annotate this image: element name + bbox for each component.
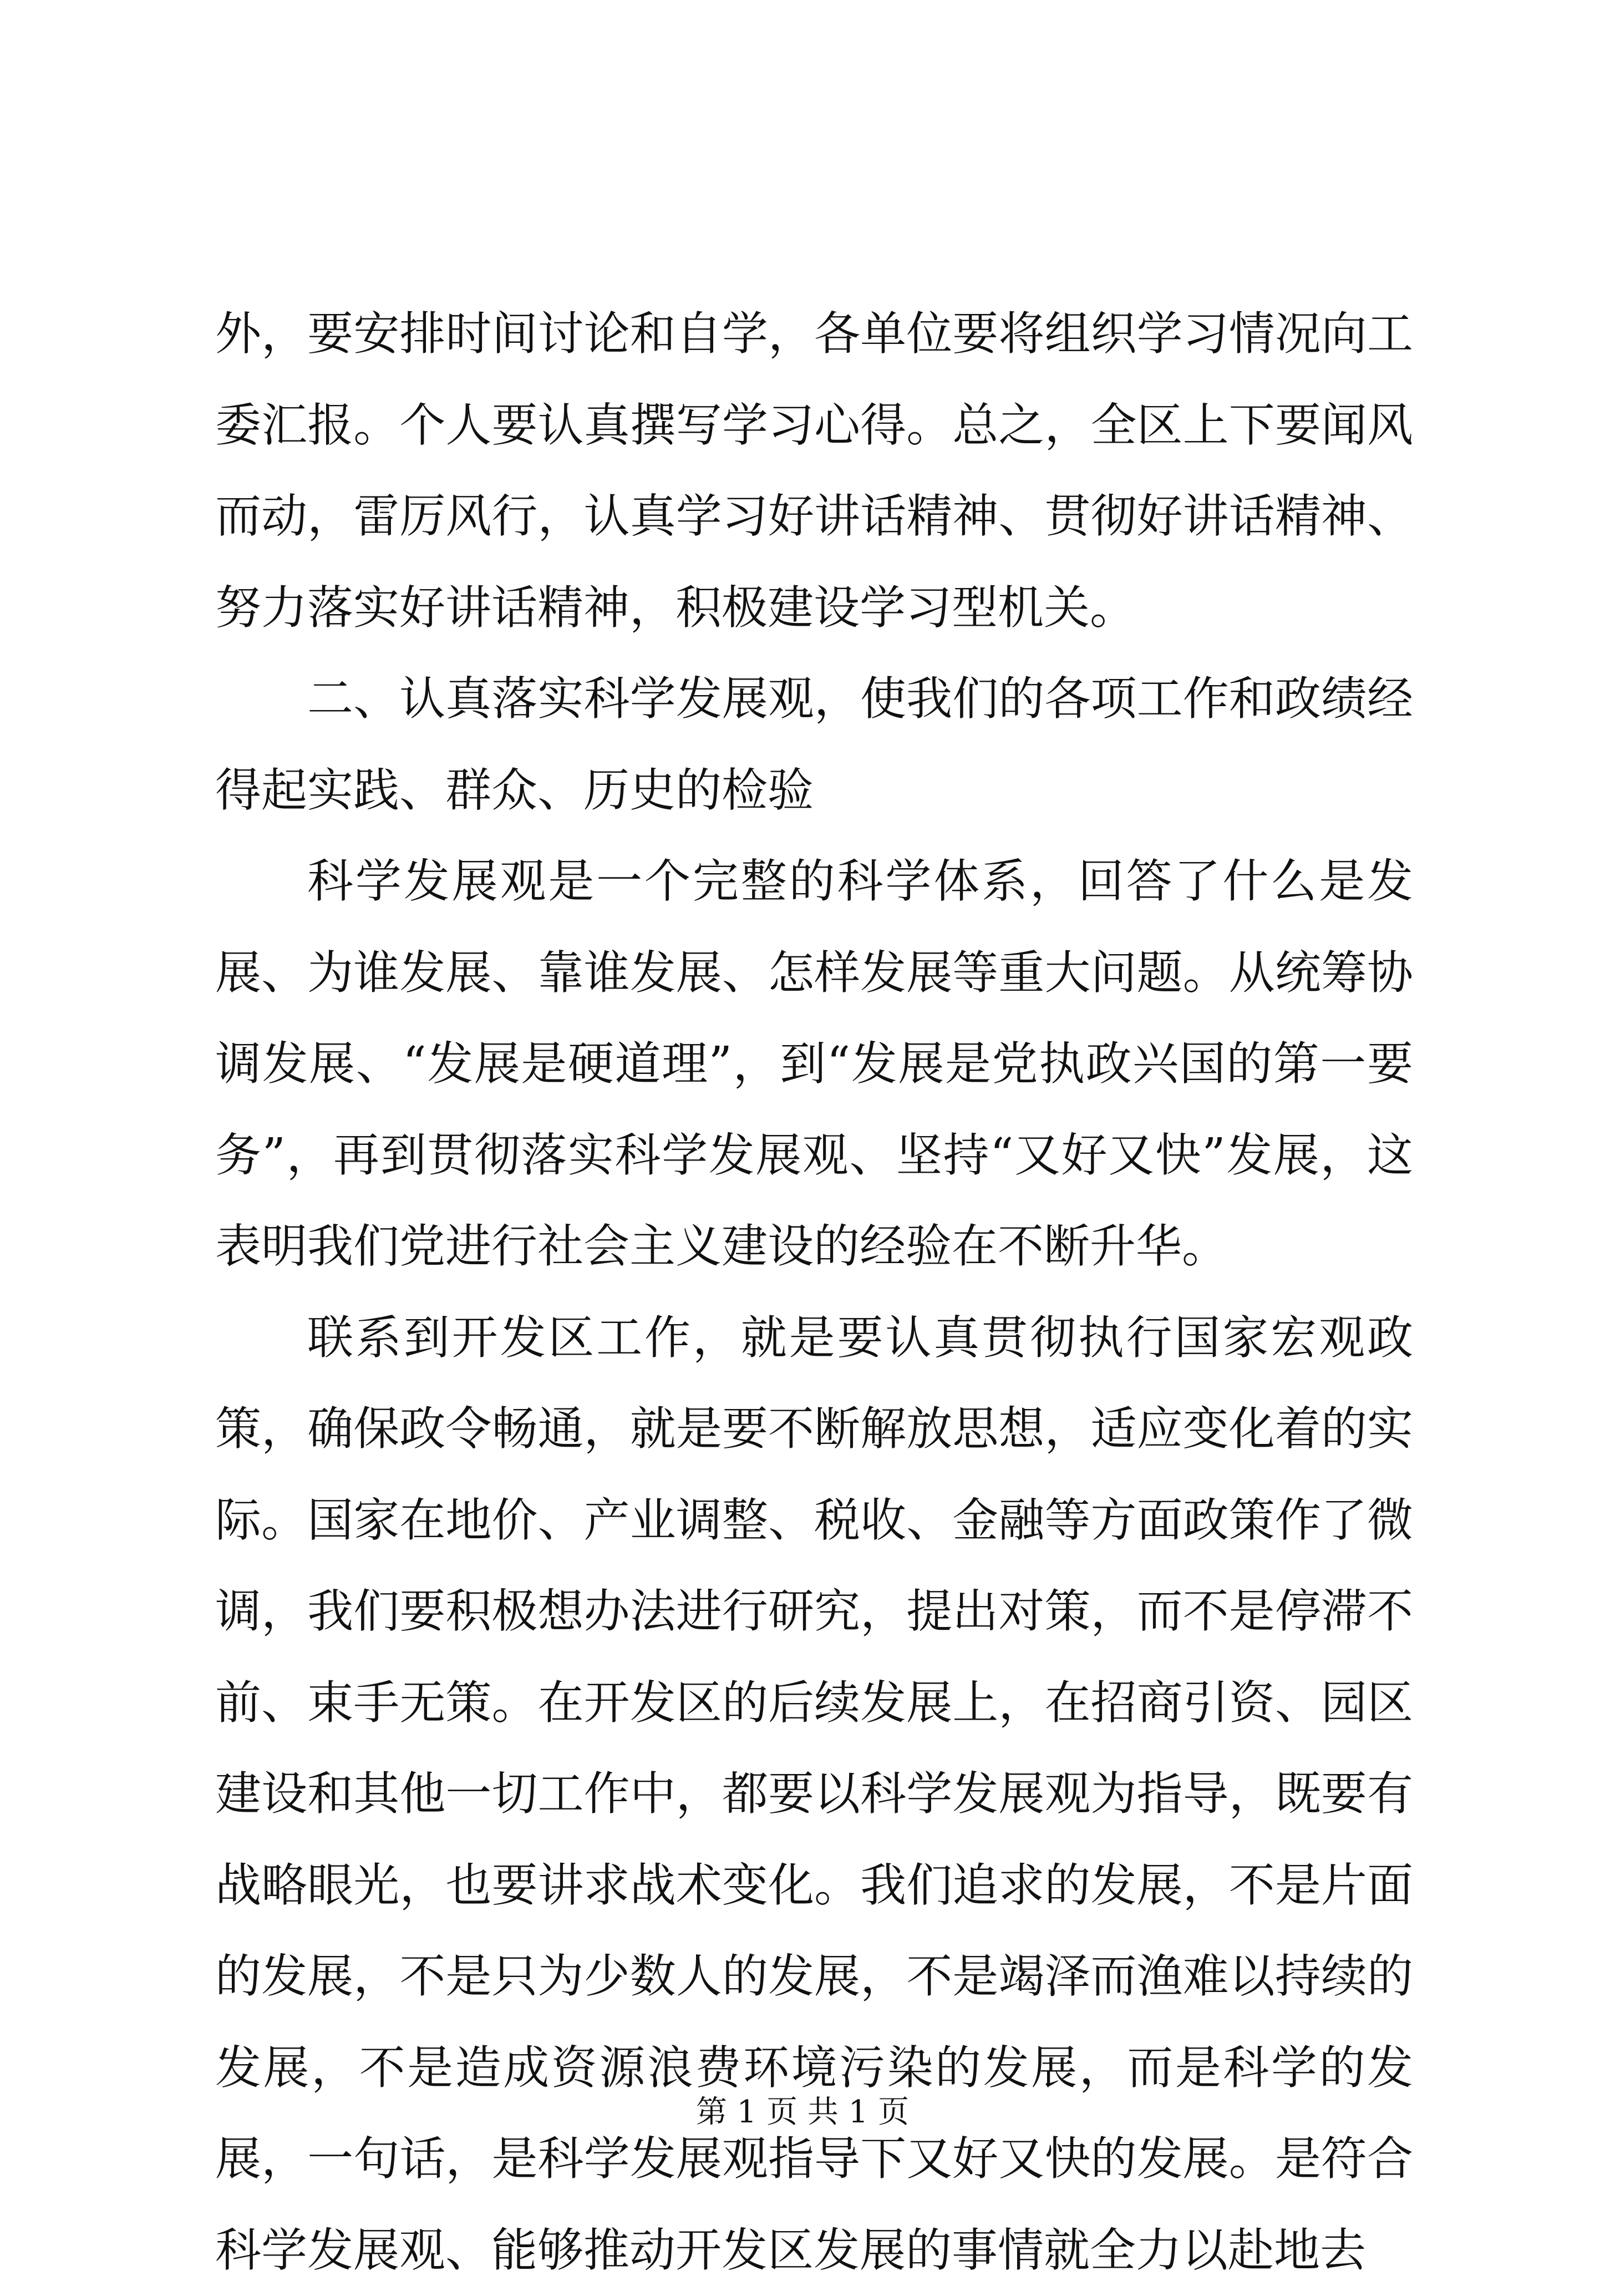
paragraph-body: 联系到开发区工作，就是要认真贯彻执行国家宏观政策，确保政令畅通，就是要不断解放思想，适应变化着的实际。国家在地价、产业调整、税收、金融等方面政策作了微调，我们要积极想办法进行研究，提出对策，而不是停滞不前、束手无策。在开发区的后续发展上，在招商引资、园区建设和其他一切工作中，都要以科学发展观为指导，既要有战略眼光，也要讲求战术变化。我们追求的发展，不是片面的发展，不是只为少数人的发展，不是竭泽而渔难以持续的发展，不是造成资源浪费环境污染的发展，而是科学的发展，一句话，是科学发展观指导下又好又快的发展。是符合科学发展观、能够推动开发区发展的事情就全力以赴地去 xyxy=(215,1293,1413,2296)
paragraph-continuation: 外，要安排时间讨论和自学，各单位要将组织学习情况向工委汇报。个人要认真撰写学习心得。总之，全区上下要闻风而动，雷厉风行，认真学习好讲话精神、贯彻好讲话精神、努力落实好讲话精神，积极建设学习型机关。 xyxy=(215,288,1413,653)
page-number-footer: 第 1 页 共 1 页 xyxy=(0,2090,1605,2135)
paragraph-body: 科学发展观是一个完整的科学体系，回答了什么是发展、为谁发展、靠谁发展、怎样发展等重大问题。从统筹协调发展、“发展是硬道理”，到“发展是党执政兴国的第一要务”，再到贯彻落实科学发展观、坚持“又好又快”发展，这表明我们党进行社会主义建设的经验在不断升华。 xyxy=(215,836,1413,1293)
section-heading: 二、认真落实科学发展观，使我们的各项工作和政绩经得起实践、群众、历史的检验 xyxy=(215,653,1413,836)
document-body xyxy=(215,288,1413,2296)
